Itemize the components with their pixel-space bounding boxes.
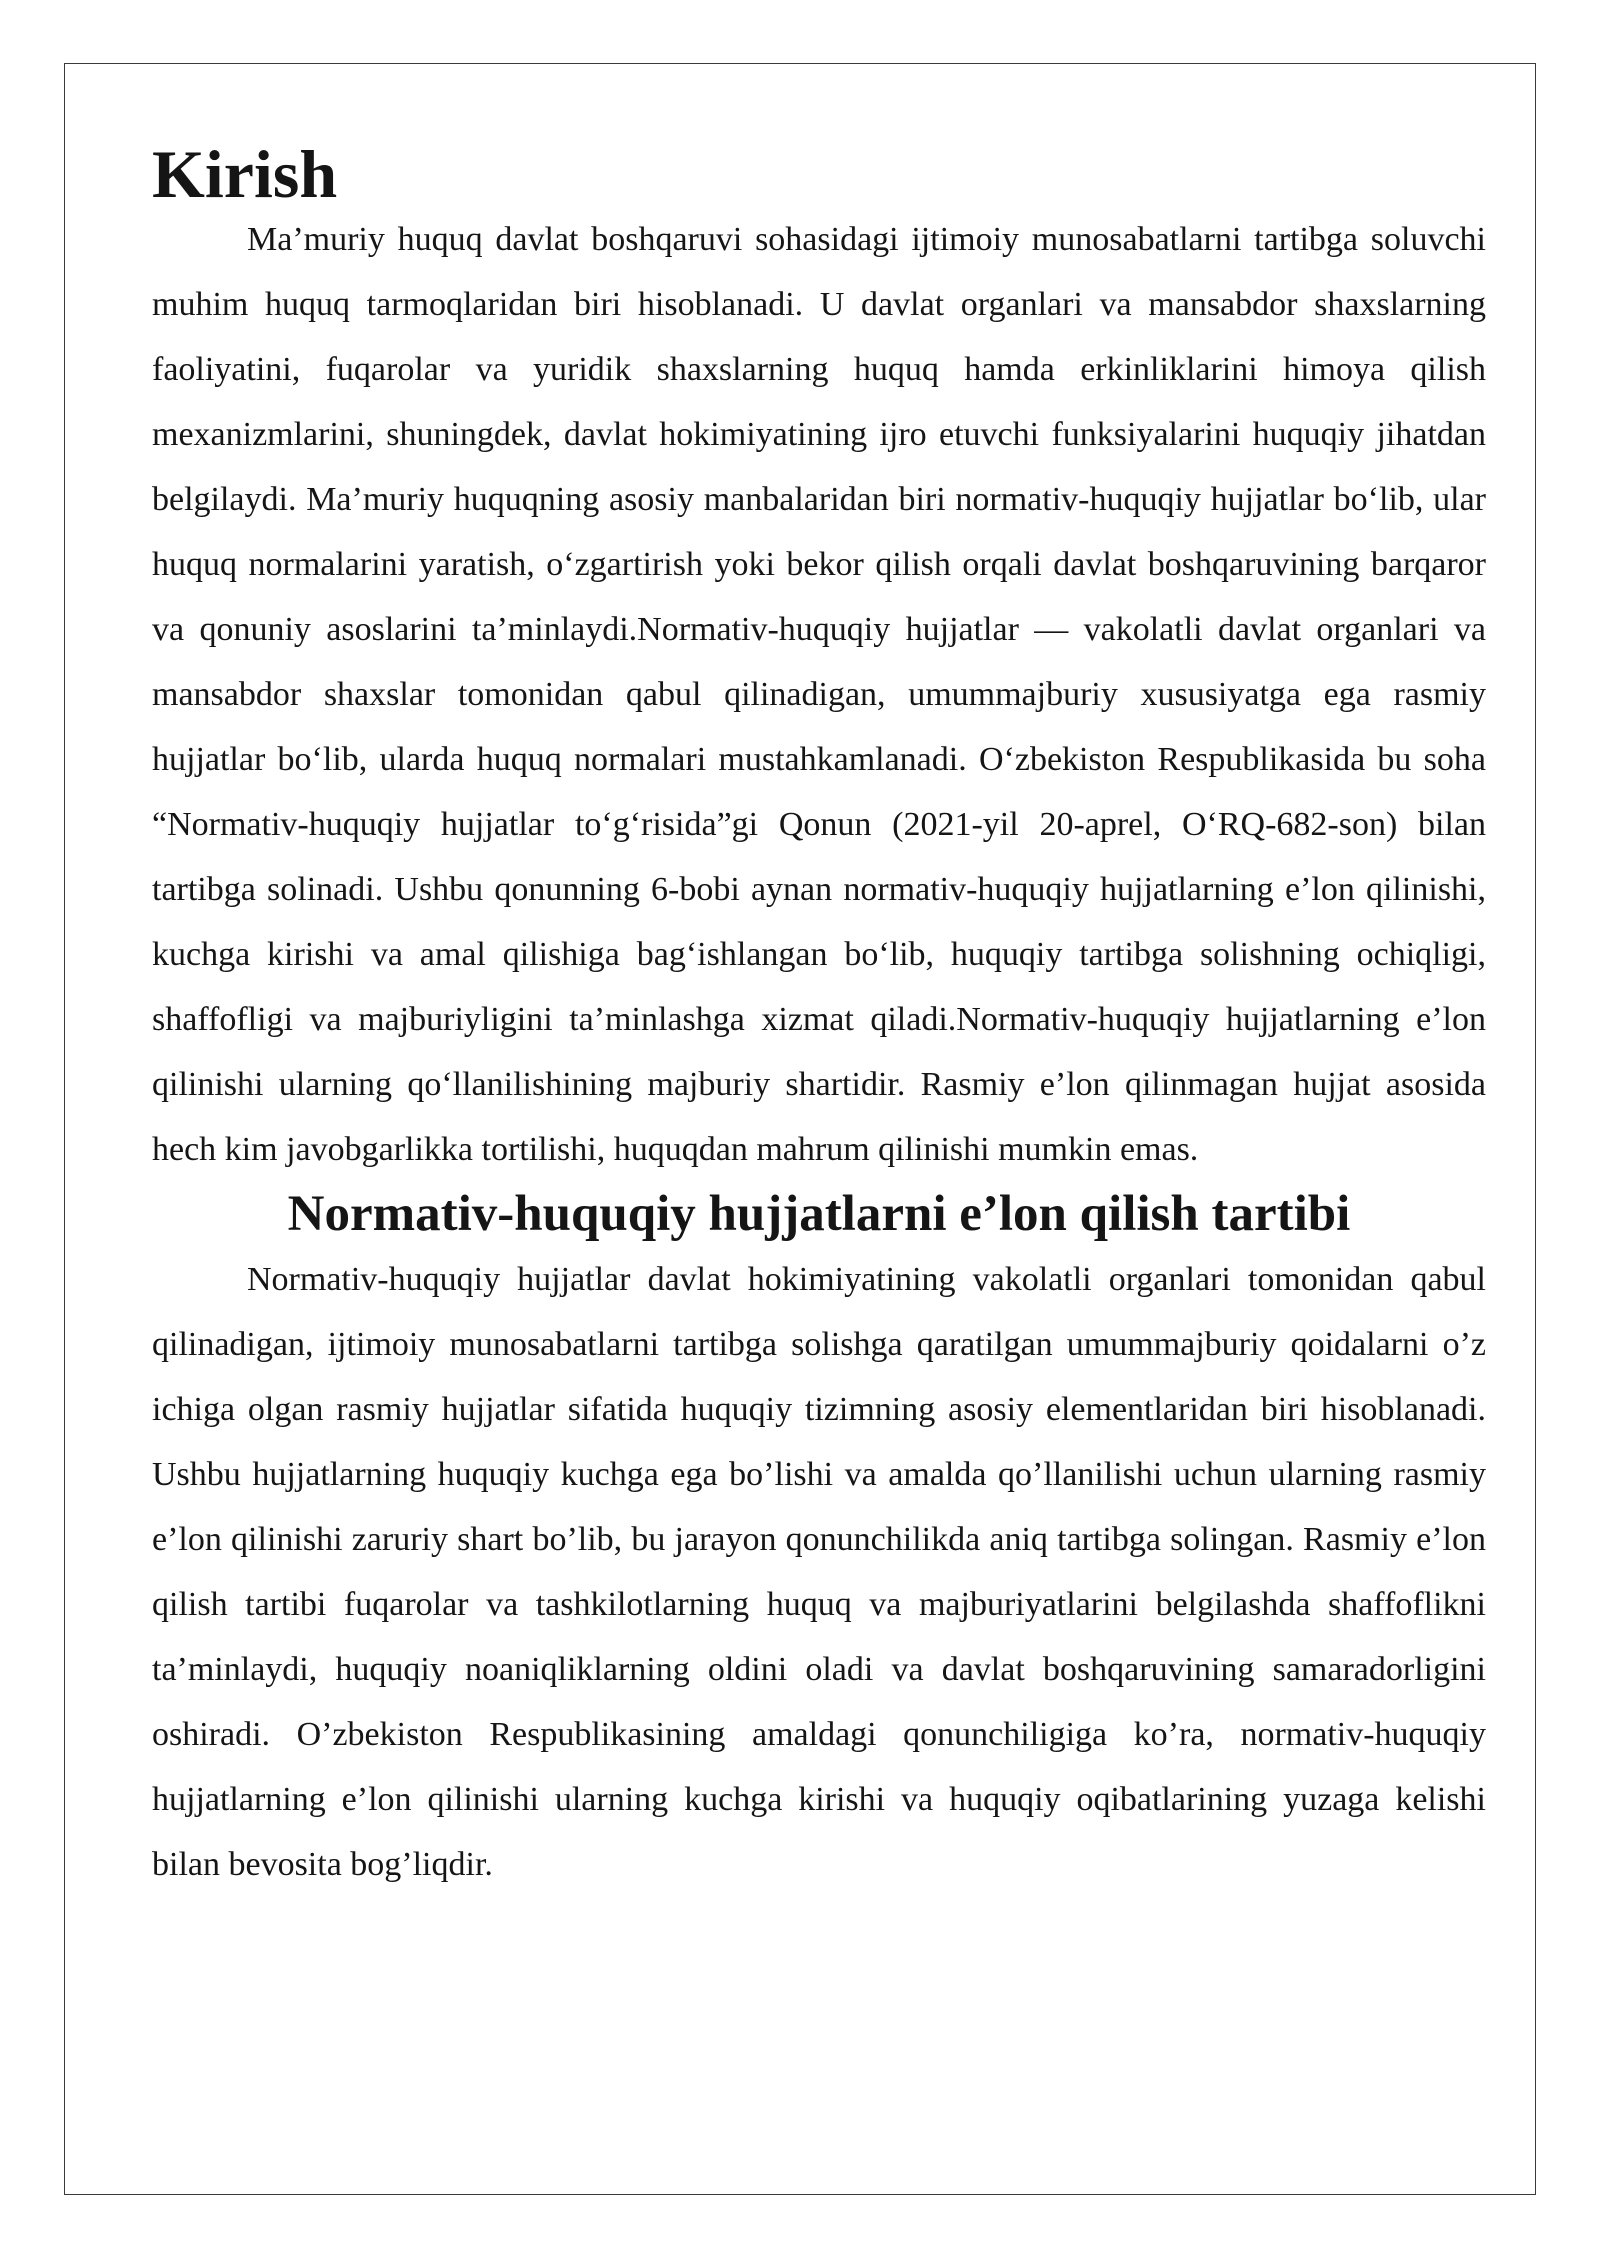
document-body bbox=[152, 136, 1486, 1897]
section-paragraph: Normativ-huquqiy hujjatlar davlat hokimiyatining vakolatli organlari tomonidan qabul qilinadigan, ijtimoiy munosabatlarni tartibga solishga qaratilgan umummajburiy qoidalarni o’z ichiga olgan rasmiy hujjatlar sifatida huquqiy tizimning asosiy elementlaridan biri hisoblanadi. Ushbu hujjatlarning huquqiy kuchga ega bo’lishi va amalda qo’llanilishi uchun ularning rasmiy e’lon qilinishi zaruriy shart bo’lib, bu jarayon qonunchilikda aniq tartibga solingan. Rasmiy e’lon qilish tartibi fuqarolar va tashkilotlarning huquq va majburiyatlarini belgilashda shaffoflikni ta’minlaydi, huquqiy noaniqliklarning oldini oladi va davlat boshqaruvining samaradorligini oshiradi. O’zbekiston Respublikasining amaldagi qonunchiligiga ko’ra, normativ-huquqiy hujjatlarning e’lon qilinishi ularning kuchga kirishi va huquqiy oqibatlarining yuzaga kelishi bilan bevosita bog’liqdir. bbox=[152, 1261, 1486, 1883]
intro-heading: Kirish bbox=[152, 136, 338, 212]
intro-paragraph: Ma’muriy huquq davlat boshqaruvi sohasidagi ijtimoiy munosabatlarni tartibga soluvchi muhim huquq tarmoqlaridan biri hisoblanadi. U davlat organlari va mansabdor shaxslarning faoliyatini, fuqarolar va yuridik shaxslarning huquq hamda erkinliklarini himoya qilish mexanizmlarini, shuningdek, davlat hokimiyatining ijro etuvchi funksiyalarini huquqiy jihatdan belgilaydi. Ma’muriy huquqning asosiy manbalaridan biri normativ-huquqiy hujjatlar bo‘lib, ular huquq normalarini yaratish, o‘zgartirish yoki bekor qilish orqali davlat boshqaruvining barqaror va qonuniy asoslarini ta’minlaydi.Normativ-huquqiy hujjatlar — vakolatli davlat organlari va mansabdor shaxslar tomonidan qabul qilinadigan, umummajburiy xususiyatga ega rasmiy hujjatlar bo‘lib, ularda huquq normalari mustahkamlanadi. O‘zbekiston Respublikasida bu soha “Normativ-huquqiy hujjatlar to‘g‘risida”gi Qonun (2021-yil 20-aprel, O‘RQ-682-son) bilan tartibga solinadi. Ushbu qonunning 6-bobi aynan normativ-huquqiy hujjatlarning e’lon qilinishi, kuchga kirishi va amal qilishiga bag‘ishlangan bo‘lib, huquqiy tartibga solishning ochiqligi, shaffofligi va majburiyligini ta’minlashga xizmat qiladi.Normativ-huquqiy hujjatlarning e’lon qilinishi ularning qo‘llanilishining majburiy shartidir. Rasmiy e’lon qilinmagan hujjat asosida hech kim javobgarlikka tortilishi, huquqdan mahrum qilinishi mumkin emas. bbox=[152, 221, 1486, 1168]
section-heading: Normativ-huquqiy hujjatlarni e’lon qilish tartibi bbox=[287, 1186, 1351, 1242]
